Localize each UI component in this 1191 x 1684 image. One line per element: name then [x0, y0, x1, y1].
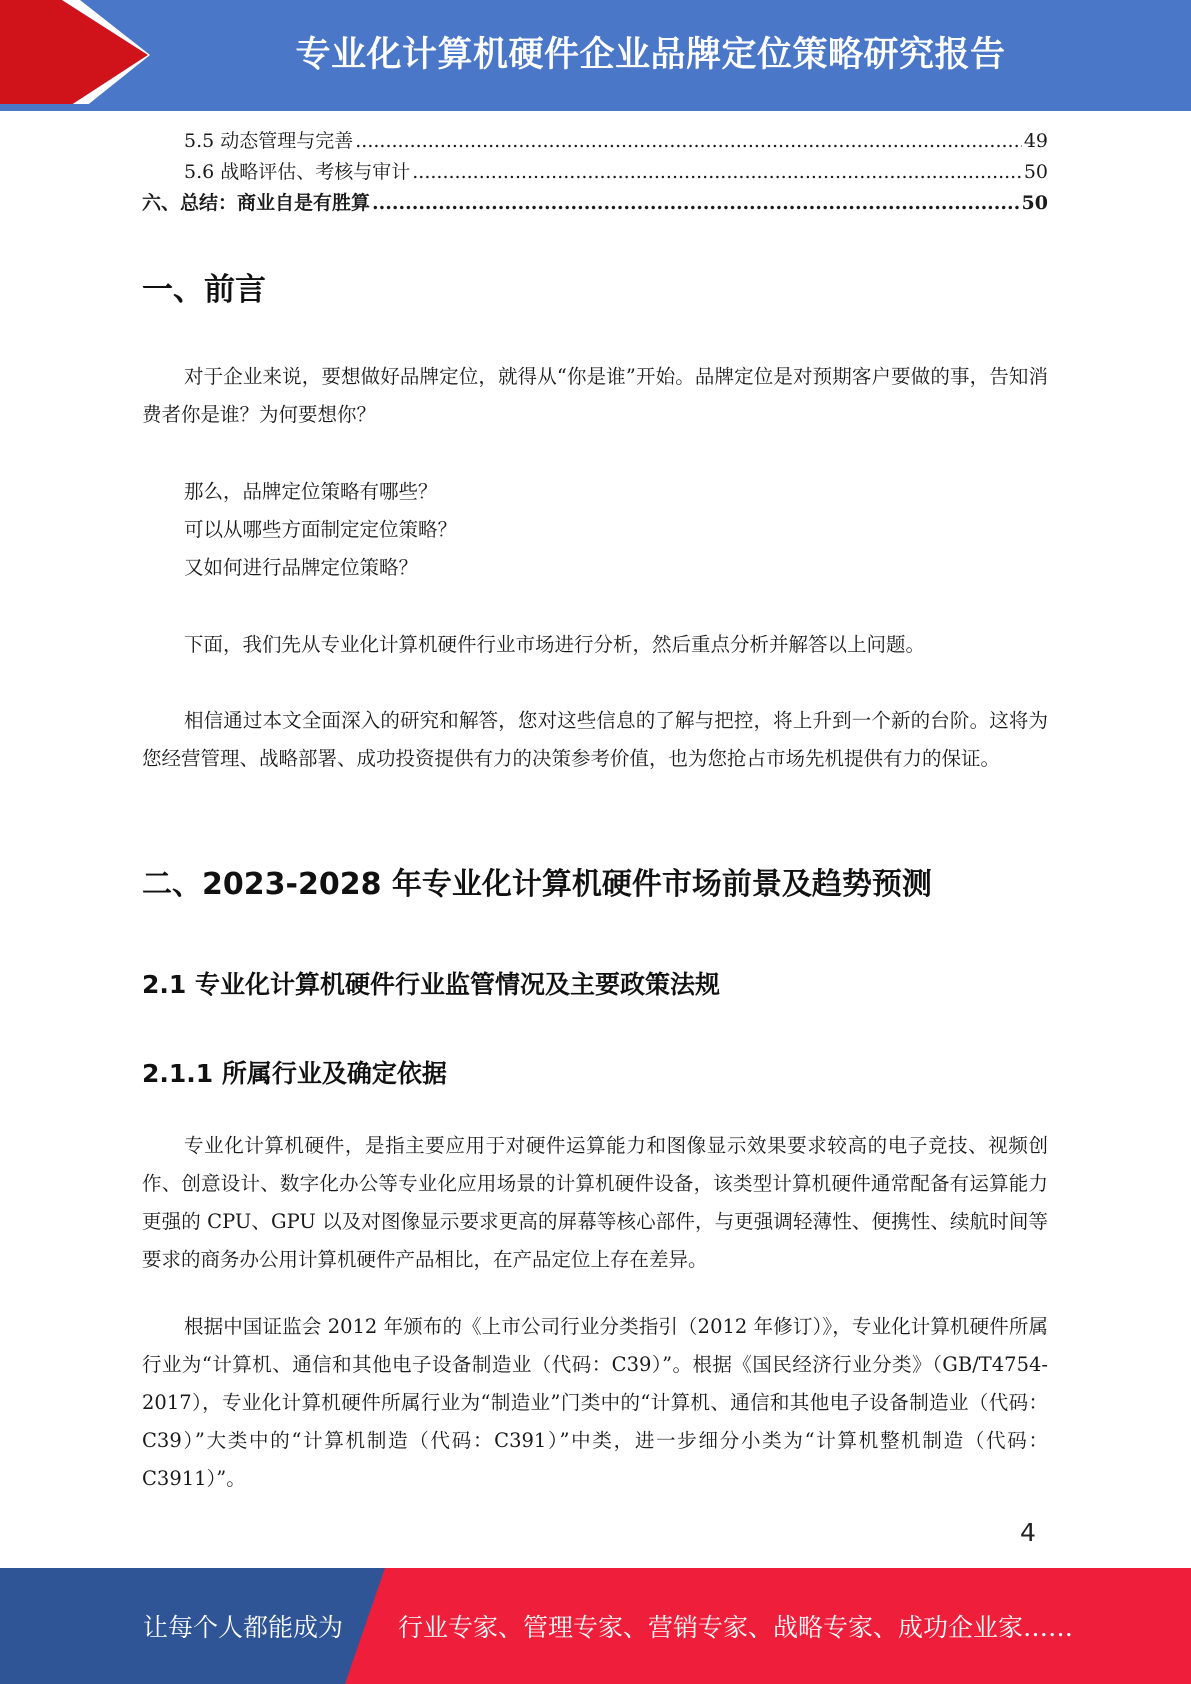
toc-entry[interactable] — [142, 188, 1048, 219]
question-line: 那么，品牌定位策略有哪些？ — [184, 480, 438, 503]
toc-label: 5.6 战略评估、考核与审计 — [184, 161, 411, 183]
subsection-heading: 2.1 专业化计算机硬件行业监管情况及主要政策法规 — [142, 970, 720, 999]
page-number: 4 — [1020, 1518, 1036, 1547]
subsubsection-heading: 2.1.1 所属行业及确定依据 — [142, 1059, 447, 1088]
section-heading: 二、2023-2028 年专业化计算机硬件市场前景及趋势预测 — [142, 867, 932, 902]
paragraph: 对于企业来说，要想做好品牌定位，就得从“你是谁”开始。品牌定位是对预期客户要做的事，告知消费者你是谁？为何要想你？ — [142, 365, 1048, 426]
footer-slogan-right: 行业专家、管理专家、营销专家、战略专家、成功企业家…… — [398, 1613, 1074, 1642]
toc-page: 50 — [1023, 161, 1048, 183]
toc-label: 5.5 动态管理与完善 — [184, 130, 354, 152]
toc-leader — [412, 157, 1022, 188]
toc-label: 六、总结：商业自是有胜算 — [142, 192, 371, 214]
paragraph: 根据中国证监会 2012 年颁布的《上市公司行业分类指引（2012 年修订）》，专业化计算机硬件所属行业为“计算机、通信和其他电子设备制造业（代码：C39）”。根据《国民经济行业分类》（GB/T4754-2017），专业化计算机硬件所属行业为“制造业”门类中的“计算机、通信和其他电子设备制造业（代码：C39）”大类中的“计算机制造（代码：C391）”中类，进一步细分小类为“计算机整机制造（代码：C3911）”。 — [142, 1315, 1048, 1490]
paragraph: 专业化计算机硬件，是指主要应用于对硬件运算能力和图像显示效果要求较高的电子竞技、视频创作、创意设计、数字化办公等专业化应用场景的计算机硬件设备，该类型计算机硬件通常配备有运算能力更强的 CPU、GPU 以及对图像显示要求更高的屏幕等核心部件，与更强调轻薄性、便携性、续航时间等要求的商务办公用计算机硬件产品相比，在产品定位上存在差异。 — [142, 1134, 1048, 1271]
section-heading: 一、前言 — [142, 272, 266, 308]
toc-leader — [355, 126, 1022, 157]
paragraph: 下面，我们先从专业化计算机硬件行业市场进行分析，然后重点分析并解答以上问题。 — [184, 633, 926, 656]
question-line: 又如何进行品牌定位策略？ — [184, 556, 419, 579]
page-content — [142, 126, 1048, 1490]
footer-slogan-left: 让每个人都能成为 — [143, 1613, 344, 1642]
report-title: 专业化计算机硬件企业品牌定位策略研究报告 — [295, 35, 1006, 75]
page-footer — [0, 1568, 1191, 1684]
paragraph: 相信通过本文全面深入的研究和解答，您对这些信息的了解与把控，将上升到一个新的台阶。这将为您经营管理、战略部署、成功投资提供有力的决策参考价值，也为您抢占市场先机提供有力的保证。 — [142, 709, 1048, 770]
page-header — [0, 0, 1191, 111]
table-of-contents — [142, 126, 1048, 219]
toc-page: 50 — [1021, 192, 1048, 214]
question-line: 可以从哪些方面制定定位策略？ — [184, 518, 458, 541]
toc-page: 49 — [1023, 130, 1048, 152]
toc-entry[interactable] — [142, 126, 1048, 157]
toc-leader — [372, 188, 1020, 219]
toc-entry[interactable] — [142, 157, 1048, 188]
